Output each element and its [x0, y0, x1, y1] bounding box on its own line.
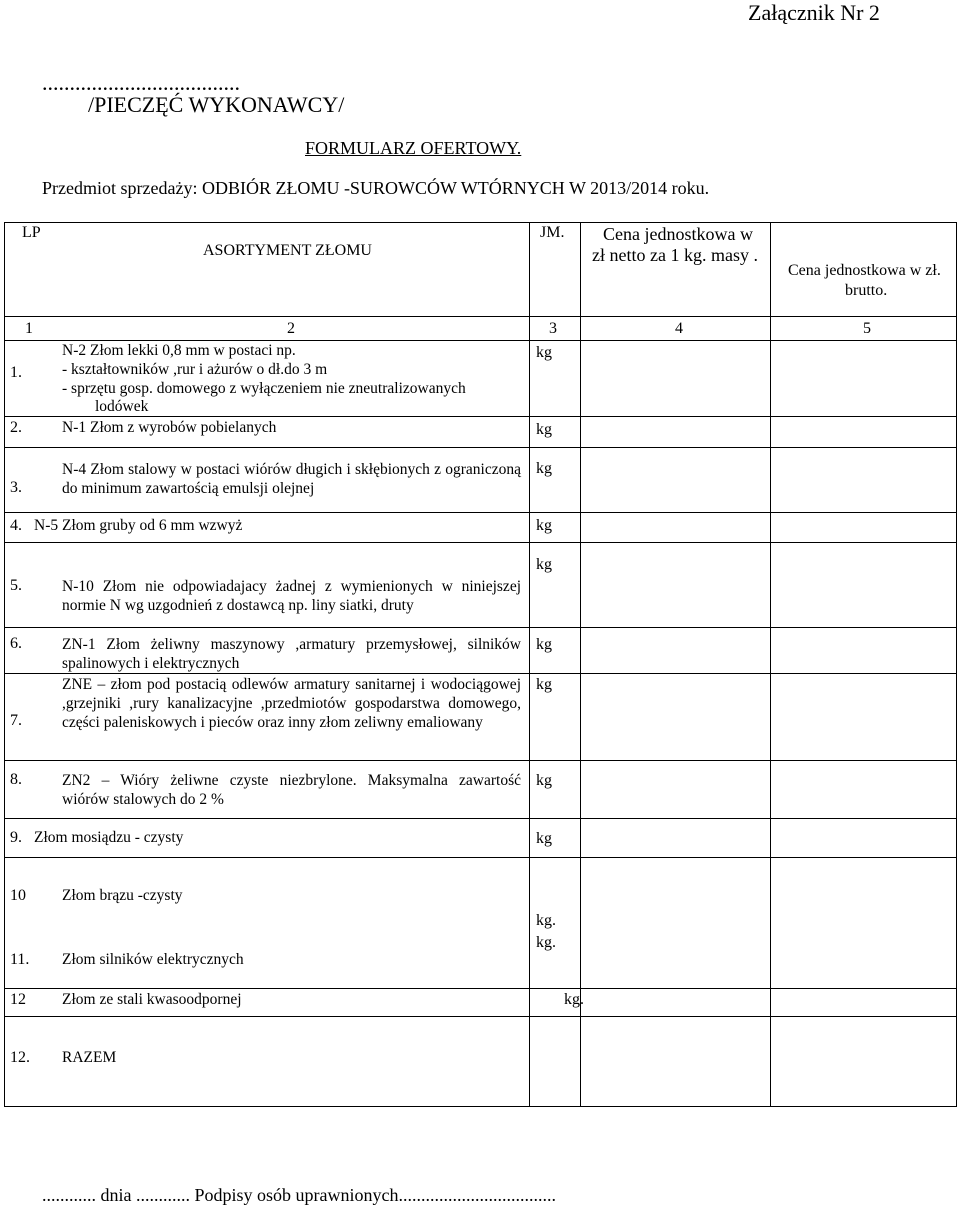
row-3-lp: 3. [10, 479, 22, 496]
row-2-text: N-1 Złom z wyrobów pobielanych [62, 419, 277, 436]
row-4-text: N-5 Złom gruby od 6 mm wzwyż [34, 517, 243, 534]
sale-subject: Przedmiot sprzedaży: ODBIÓR ZŁOMU -SUROWCÓW WTÓRNYCH W 2013/2014 roku. [42, 178, 710, 198]
row-10-unit: kg. [536, 912, 556, 929]
row-11-lp: 11. [10, 951, 30, 968]
row-3-text: N-4 Złom stalowy w postaci wiórów długich i skłębionych z ograniczoną do minimum zawartością emulsji olejnej [62, 461, 521, 497]
row-7-unit: kg [536, 676, 552, 693]
signature-line: ............ dnia ............ Podpisy osób uprawnionych................................... [42, 1185, 556, 1205]
col-number-4: 4 [675, 320, 683, 337]
row-5-lp: 5. [10, 577, 22, 594]
row-2-unit: kg [536, 421, 552, 438]
header-lp: LP [22, 224, 41, 241]
col-number-3: 3 [549, 320, 557, 337]
row-6-text: ZN-1 Złom żeliwny maszynowy ,armatury przemysłowej, silników spalinowych i elektrycznych [62, 636, 521, 672]
row-4-lp: 4. [10, 517, 22, 534]
header-assortment: ASORTYMENT ZŁOMU [203, 242, 372, 259]
row-12-unit: kg. [564, 991, 584, 1008]
row-total-lp: 12. [10, 1049, 30, 1066]
row-6-lp: 6. [10, 635, 22, 652]
row-9-lp: 9. [10, 829, 22, 846]
header-net-price-line1: Cena jednostkowa w [603, 224, 753, 244]
row-2-lp: 2. [10, 419, 22, 436]
row-8-lp: 8. [10, 771, 22, 788]
row-1-line-1: N-2 Złom lekki 0,8 mm w postaci np. [62, 342, 296, 359]
header-net-price-line2: zł netto za 1 kg. masy . [592, 245, 758, 265]
row-11-unit: kg. [536, 934, 556, 951]
row-3-unit: kg [536, 460, 552, 477]
row-5-unit: kg [536, 556, 552, 573]
header-unit: JM. [540, 224, 565, 241]
row-1-line-4: lodówek [95, 398, 149, 415]
row-4-unit: kg [536, 517, 552, 534]
row-8-unit: kg [536, 772, 552, 789]
attachment-label: Załącznik Nr 2 [748, 0, 880, 25]
row-11-text: Złom silników elektrycznych [62, 951, 244, 968]
stamp-dots: .................................... [42, 70, 240, 95]
row-9-text: Złom mosiądzu - czysty [34, 829, 184, 846]
row-7-lp: 7. [10, 712, 22, 729]
row-total-text: RAZEM [62, 1049, 117, 1066]
col-number-5: 5 [863, 320, 871, 337]
stamp-label: /PIECZĘĆ WYKONAWCY/ [88, 92, 345, 117]
form-title: FORMULARZ OFERTOWY. [305, 138, 522, 158]
row-10-text: Złom brązu -czysty [62, 887, 183, 904]
row-9-unit: kg [536, 830, 552, 847]
row-1-line-2: - kształtowników ,rur i ażurów o dł.do 3 m [62, 361, 328, 378]
col-number-1: 1 [25, 320, 33, 337]
col-number-2: 2 [287, 320, 295, 337]
row-1-lp: 1. [10, 364, 22, 381]
row-12-lp: 12 [10, 991, 26, 1008]
row-1-line-3: - sprzętu gosp. domowego z wyłączeniem nie zneutralizowanych [62, 380, 466, 397]
row-5-text: N-10 Złom nie odpowiadajacy żadnej z wymienionych w niniejszej normie N wg uzgodnień z dostawcą np. liny siatki, druty [62, 578, 521, 614]
header-gross-price-line1: Cena jednostkowa w zł. [788, 262, 941, 279]
row-7-text: ZNE – złom pod postacią odlewów armatury sanitarnej i wodociągowej ,grzejniki ,rury kanalizacyjne ,przedmiotów gospodarstwa domowego, części paleniskowych i pieców oraz inny złom zeliwny emaliowany [62, 676, 521, 731]
row-6-unit: kg [536, 636, 552, 653]
row-10-lp: 10 [10, 887, 26, 904]
row-12-text: Złom ze stali kwasoodpornej [62, 991, 242, 1008]
row-1-unit: kg [536, 344, 552, 361]
header-gross-price-line2: brutto. [845, 282, 888, 299]
row-8-text: ZN2 – Wióry żeliwne czyste niezbrylone. Maksymalna zawartość wiórów stalowych do 2 % [62, 772, 521, 808]
